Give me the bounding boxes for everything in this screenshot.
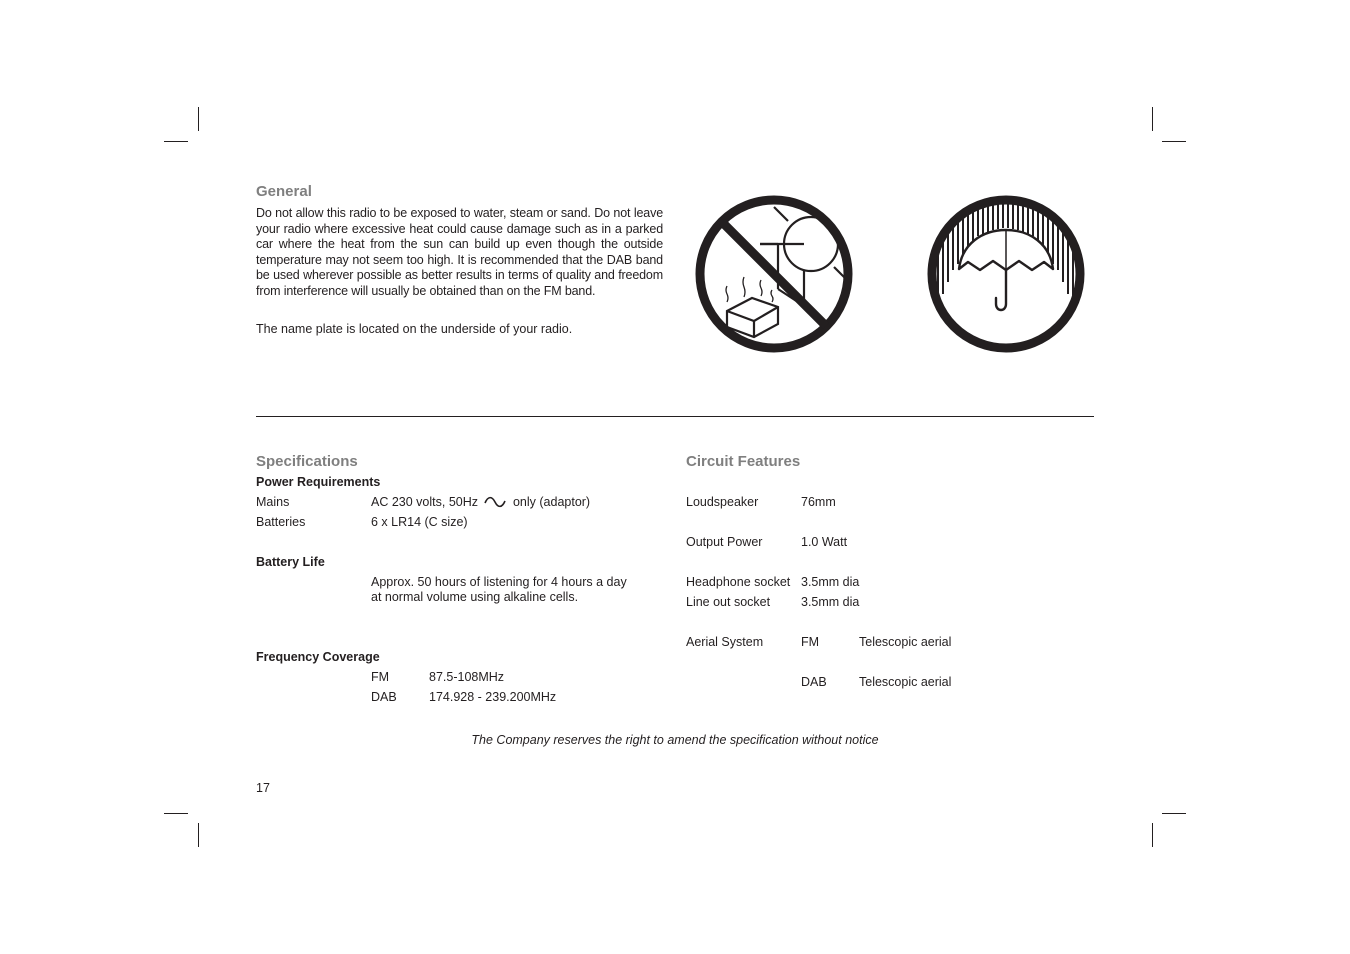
specification-notice: The Company reserves the right to amend the specification without notice (471, 733, 879, 747)
aerial-type: Telescopic aerial (859, 675, 952, 689)
output-power-value: 1.0 Watt (801, 535, 848, 549)
mains-value (371, 495, 590, 510)
output-power-label: Output Power (686, 535, 763, 549)
power-requirements-heading: Power Requirements (256, 475, 381, 489)
crop-mark (1152, 823, 1153, 847)
aerial-band: DAB (801, 675, 827, 689)
aerial-band: FM (801, 635, 820, 649)
umbrella-rain-icon (926, 194, 1088, 356)
frequency-range: 87.5-108MHz (429, 670, 505, 684)
aerial-system-label: Aerial System (686, 635, 764, 649)
specifications-heading: Specifications (256, 453, 358, 470)
no-heat-sun-icon (694, 194, 856, 356)
page-number: 17 (256, 781, 270, 795)
aerial-type: Telescopic aerial (859, 635, 952, 649)
crop-mark (198, 107, 199, 131)
frequency-band: FM (371, 670, 390, 684)
crop-mark (164, 813, 188, 814)
line-out-socket-value: 3.5mm dia (801, 595, 860, 609)
crop-mark (198, 823, 199, 847)
battery-life-heading: Battery Life (256, 555, 325, 569)
general-heading: General (256, 183, 312, 200)
general-paragraph: Do not allow this radio to be exposed to water, steam or sand. Do not leave your radio where excessive heat could cause damage such as in a parked car where the heat from the sun can build up even though the outside temperature may not seem too high. It is recommended that the DAB band be used wherever possible as better results in terms of quality and freedom from interference will usually be obtained than on the FM band. (256, 206, 663, 298)
loudspeaker-label: Loudspeaker (686, 495, 759, 509)
mains-value-suffix: only (adaptor) (512, 495, 591, 509)
name-plate-text: The name plate is located on the underside of your radio. (256, 322, 573, 336)
headphone-socket-value: 3.5mm dia (801, 575, 860, 589)
batteries-value: 6 x LR14 (C size) (371, 515, 468, 529)
circuit-features-heading: Circuit Features (686, 453, 801, 470)
frequency-coverage-heading: Frequency Coverage (256, 650, 380, 664)
crop-mark (1162, 141, 1186, 142)
ac-sine-icon (484, 496, 506, 508)
crop-mark (1152, 107, 1153, 131)
crop-mark (1162, 813, 1186, 814)
battery-life-line2: at normal volume using alkaline cells. (371, 590, 579, 604)
crop-mark (164, 141, 188, 142)
line-out-socket-label: Line out socket (686, 595, 771, 609)
batteries-label: Batteries (256, 515, 306, 529)
headphone-socket-label: Headphone socket (686, 575, 791, 589)
section-divider (256, 416, 1094, 417)
battery-life-line1: Approx. 50 hours of listening for 4 hours a day (371, 575, 627, 589)
mains-label: Mains (256, 495, 290, 509)
frequency-band: DAB (371, 690, 397, 704)
mains-value-text: AC 230 volts, 50Hz (371, 495, 478, 509)
loudspeaker-value: 76mm (801, 495, 836, 509)
frequency-range: 174.928 - 239.200MHz (429, 690, 557, 704)
